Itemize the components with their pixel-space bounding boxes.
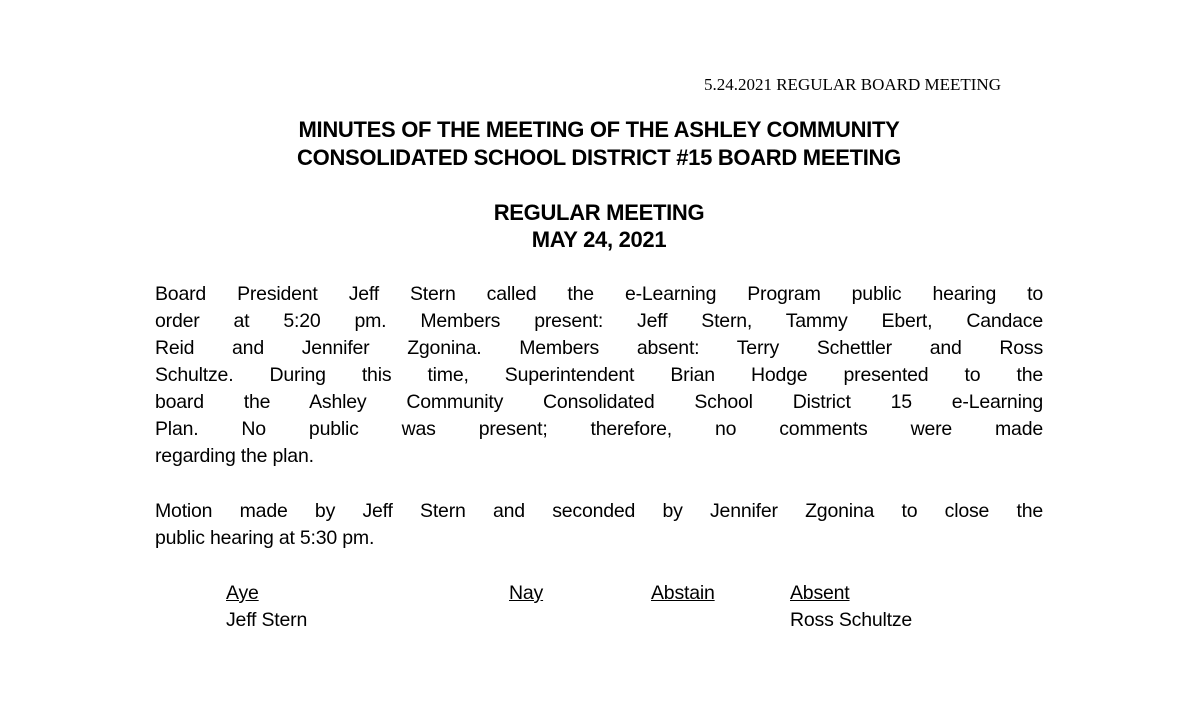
document-page bbox=[155, 74, 1043, 634]
vote-column-header-nay: Nay bbox=[509, 582, 544, 604]
paragraph-line: order at 5:20 pm. Members present: Jeff Stern, Tammy Ebert, Candace bbox=[155, 310, 1043, 332]
vote-column-absent bbox=[790, 580, 1043, 607]
paragraph-line: Motion made by Jeff Stern and seconded by Jennifer Zgonina to close the bbox=[155, 500, 1043, 522]
paragraph-line: regarding the plan. bbox=[155, 445, 314, 467]
header-meeting-label: 5.24.2021 REGULAR BOARD MEETING bbox=[703, 75, 1001, 94]
vote-cell-absent: Ross Schultze bbox=[790, 609, 913, 631]
paragraph-line: Reid and Jennifer Zgonina. Members absent: Terry Schettler and Ross bbox=[155, 337, 1043, 359]
vote-table-header-row bbox=[226, 580, 1043, 607]
vote-column-header-abstain: Abstain bbox=[651, 582, 715, 604]
vote-column-header-absent: Absent bbox=[790, 582, 850, 604]
paragraph-line: Schultze. During this time, Superintendent Brian Hodge presented to the bbox=[155, 364, 1043, 386]
document-subtitle-line: REGULAR MEETING bbox=[493, 200, 705, 225]
vote-column-abstain bbox=[651, 580, 790, 607]
vote-table bbox=[226, 580, 1043, 634]
document-title-line: CONSOLIDATED SCHOOL DISTRICT #15 BOARD MEETING bbox=[297, 145, 901, 170]
paragraph-motion bbox=[155, 498, 1043, 552]
document-subtitle bbox=[155, 199, 1043, 253]
document-header bbox=[155, 74, 1043, 95]
vote-column-nay bbox=[509, 580, 651, 607]
paragraph-line: public hearing at 5:30 pm. bbox=[155, 527, 375, 549]
paragraph-public-hearing bbox=[155, 281, 1043, 470]
vote-column-header-aye: Aye bbox=[226, 582, 259, 604]
vote-cell-aye: Jeff Stern bbox=[226, 609, 308, 631]
paragraph-line: board the Ashley Community Consolidated School District 15 e-Learning bbox=[155, 391, 1043, 413]
document-subtitle-line: MAY 24, 2021 bbox=[531, 227, 667, 252]
vote-column-aye bbox=[226, 580, 509, 607]
paragraph-line: Board President Jeff Stern called the e-Learning Program public hearing to bbox=[155, 283, 1043, 305]
paragraph-line: Plan. No public was present; therefore, no comments were made bbox=[155, 418, 1043, 440]
document-title bbox=[155, 116, 1043, 172]
document-title-line: MINUTES OF THE MEETING OF THE ASHLEY COMMUNITY bbox=[298, 117, 900, 142]
